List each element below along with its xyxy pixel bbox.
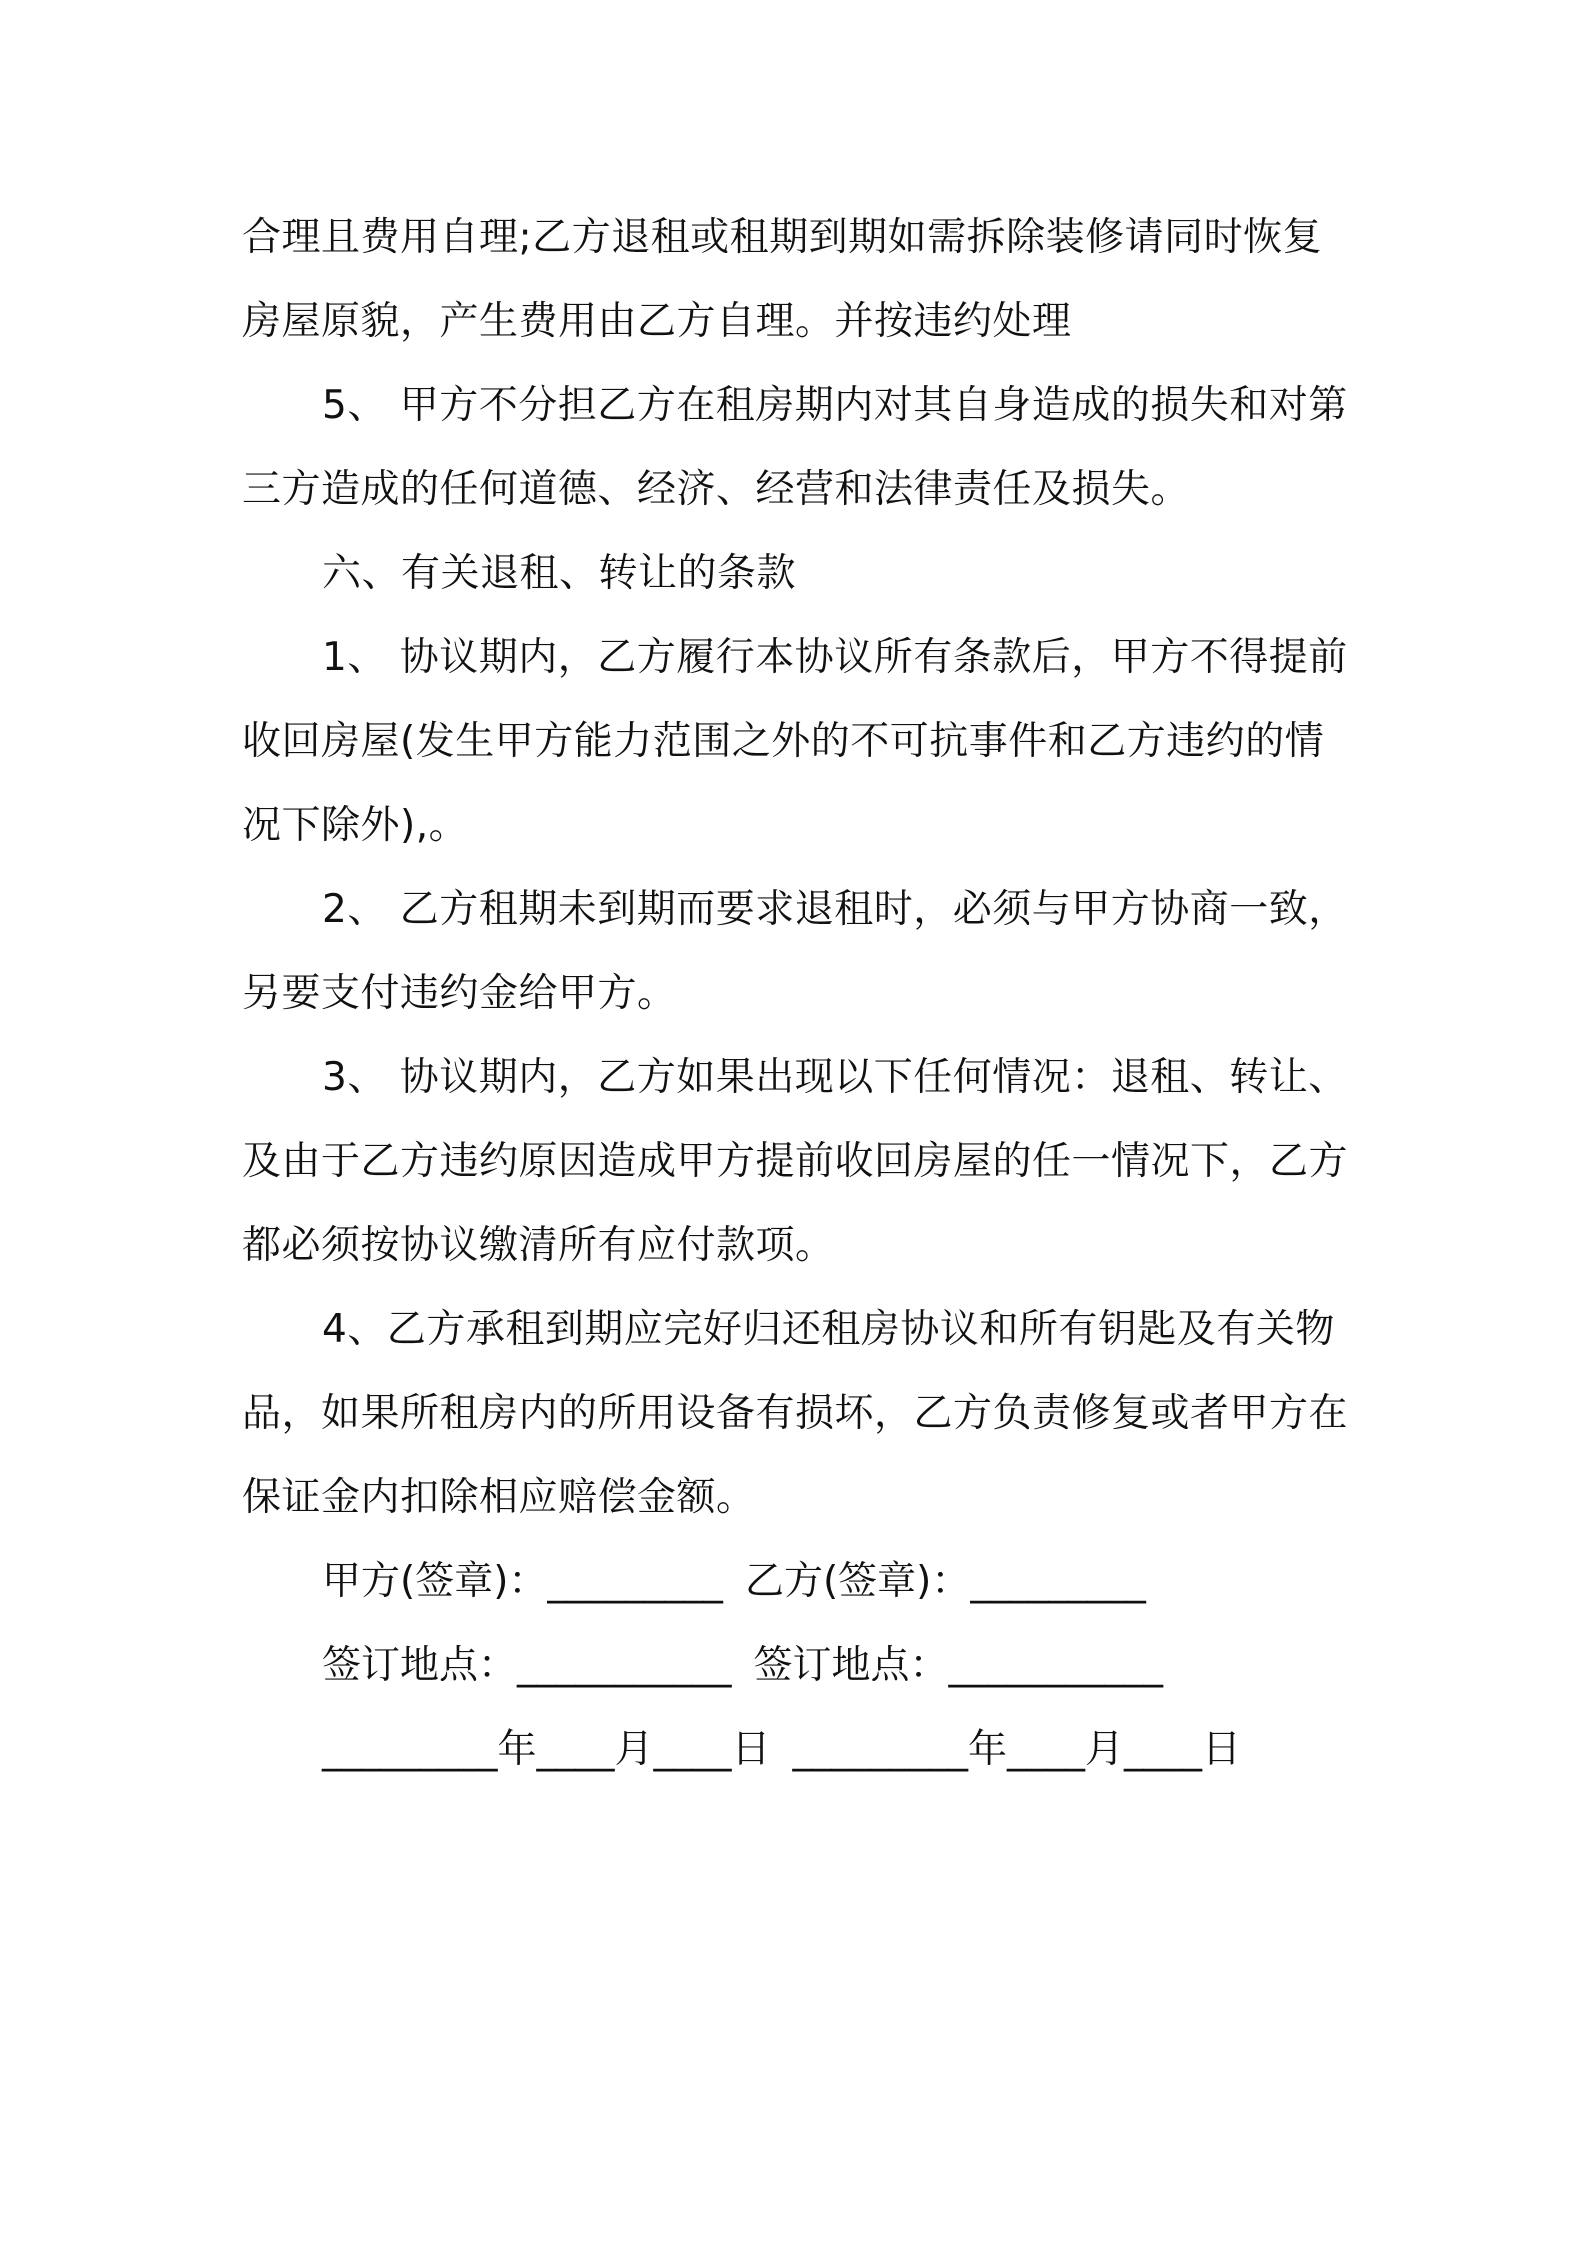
paragraph-line: 房屋原貌，产生费用由乙方自理。并按违约处理 <box>242 299 1072 344</box>
clause-5-line-1: 5、 甲方不分担乙方在租房期内对其自身造成的损失和对第 <box>322 383 1348 428</box>
party-b-seal: 乙方(签章)：_________ <box>744 1559 1146 1604</box>
clause-1-line-2: 收回房屋(发生甲方能力范围之外的不可抗事件和乙方违约的情 <box>242 719 1325 764</box>
clause-3-line-3: 都必须按协议缴清所有应付款项。 <box>242 1223 835 1268</box>
clause-2-line-1: 2、 乙方租期未到期而要求退租时，必须与甲方协商一致， <box>322 887 1348 932</box>
signature-row <box>242 1540 1352 1624</box>
clause-4-line-2: 品，如果所租房内的所用设备有损坏，乙方负责修复或者甲方在 <box>242 1391 1349 1436</box>
clause-3-line-1: 3、 协议期内，乙方如果出现以下任何情况：退租、转让、 <box>322 1055 1348 1100</box>
date-b: _________年____月____日 <box>792 1727 1242 1772</box>
clause-1-line-1: 1、 协议期内，乙方履行本协议所有条款后，甲方不得提前 <box>322 635 1348 680</box>
party-a-seal: 甲方(签章)：_________ <box>322 1559 723 1604</box>
clause-4-line-3: 保证金内扣除相应赔偿金额。 <box>242 1475 756 1520</box>
document-page <box>242 196 1352 1792</box>
clause-2-line-2: 另要支付违约金给甲方。 <box>242 971 677 1016</box>
paragraph-line: 合理且费用自理;乙方退租或租期到期如需拆除装修请同时恢复 <box>242 215 1323 260</box>
clause-4-line-1: 4、乙方承租到期应完好归还租房协议和所有钥匙及有关物 <box>322 1307 1335 1352</box>
section-heading: 六、有关退租、转让的条款 <box>322 551 797 596</box>
signing-place-row <box>242 1624 1352 1708</box>
clause-1-line-3: 况下除外),。 <box>242 803 469 848</box>
clause-5-line-2: 三方造成的任何道德、经济、经营和法律责任及损失。 <box>242 467 1191 512</box>
signing-place-b: 签订地点：___________ <box>753 1643 1164 1688</box>
signing-place-a: 签订地点：___________ <box>322 1643 732 1688</box>
date-a: _________年____月____日 <box>322 1727 771 1772</box>
clause-3-line-2: 及由于乙方违约原因造成甲方提前收回房屋的任一情况下，乙方 <box>242 1139 1349 1184</box>
date-row <box>242 1708 1352 1792</box>
